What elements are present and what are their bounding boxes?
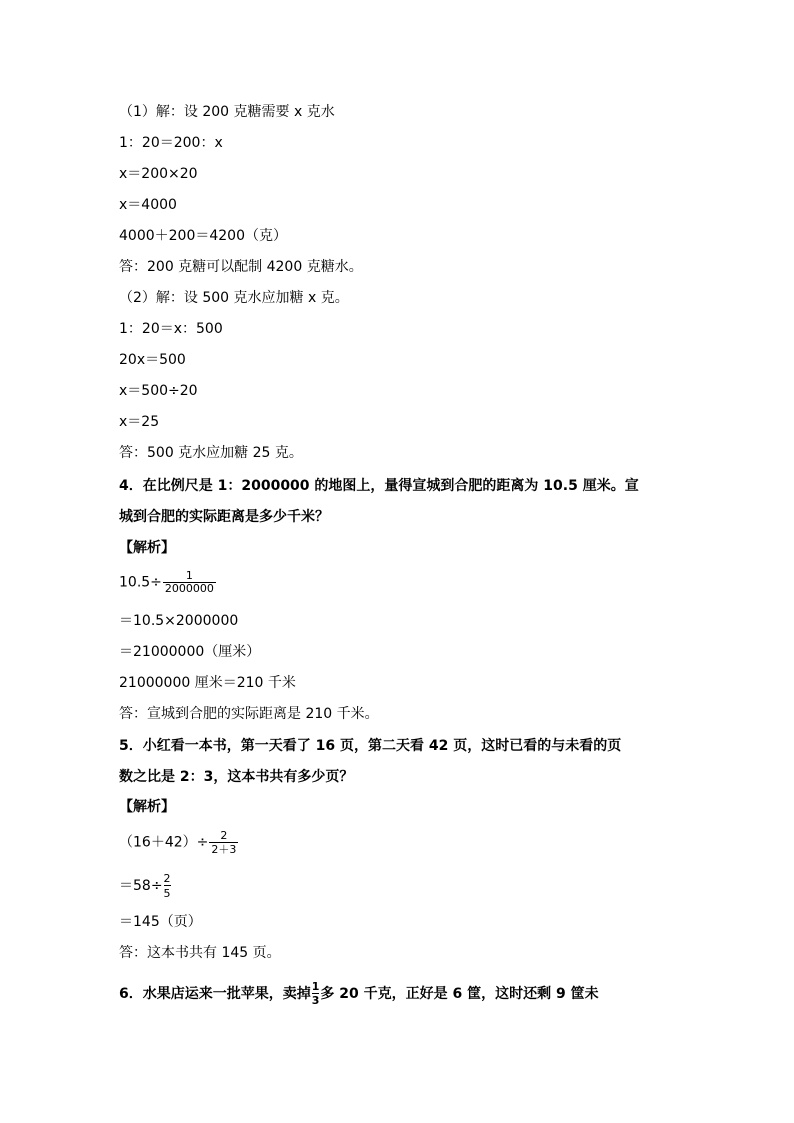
q5-step-1 (119, 829, 239, 856)
q5-question-line-1: 5．小红看一本书，第一天看了 16 页，第二天看 42 页，这时已看的与未看的页 (119, 738, 622, 754)
fraction-denominator: 5 (163, 887, 171, 900)
q5-step-3: ＝145（页） (119, 914, 202, 930)
fraction-numerator: 2 (163, 872, 171, 885)
fraction-denominator: 3 (311, 994, 320, 1007)
part1-equation-1: 1：20＝200：x (119, 135, 223, 151)
fraction-numerator: 2 (220, 829, 228, 842)
part2-equation-1: 1：20＝x：500 (119, 321, 223, 337)
q4-question-line-2: 城到合肥的实际距离是多少千米？ (119, 509, 329, 525)
q6-fraction (312, 981, 320, 1007)
q6-question-suffix: 多 20 千克，正好是 6 筐，这时还剩 9 筐未 (320, 986, 599, 1002)
fraction-numerator: 1 (311, 980, 320, 993)
q4-question-line-1: 4．在比例尺是 1：2000000 的地图上，量得宣城到合肥的距离为 10.5 厘米。宣 (119, 478, 639, 494)
q4-step-1-prefix: 10.5÷ (119, 574, 162, 591)
part2-heading: （2）解：设 500 克水应加糖 x 克。 (119, 290, 349, 306)
q5-step-2 (119, 872, 172, 900)
q4-step-1 (119, 570, 217, 595)
q4-step-2: ＝10.5×2000000 (119, 613, 239, 629)
q4-step-1-fraction (163, 570, 216, 595)
q5-question-line-2: 数之比是 2：3，这本书共有多少页？ (119, 769, 354, 785)
part1-answer: 答：200 克糖可以配制 4200 克糖水。 (119, 259, 363, 275)
fraction-denominator: 2＋3 (211, 843, 237, 856)
q5-step-1-prefix: （16＋42）÷ (119, 834, 209, 851)
fraction-numerator: 1 (185, 569, 193, 582)
q4-step-4: 21000000 厘米＝210 千米 (119, 675, 296, 691)
q5-step-2-fraction (164, 872, 171, 900)
q4-answer: 答：宣城到合肥的实际距离是 210 千米。 (119, 706, 379, 722)
q5-step-2-prefix: ＝58÷ (119, 878, 163, 894)
q5-answer: 答：这本书共有 145 页。 (119, 945, 281, 961)
part2-answer: 答：500 克水应加糖 25 克。 (119, 445, 303, 461)
part1-equation-2: x＝200×20 (119, 166, 198, 182)
q6-question-prefix: 6．水果店运来一批苹果，卖掉 (119, 986, 311, 1002)
q6-question-line-1 (119, 981, 599, 1007)
q5-step-1-fraction (209, 829, 238, 856)
q4-analysis-label: 【解析】 (119, 540, 175, 556)
part2-equation-4: x＝25 (119, 414, 160, 430)
part2-equation-3: x＝500÷20 (119, 383, 198, 399)
q4-step-3: ＝21000000（厘米） (119, 644, 261, 660)
fraction-denominator: 2000000 (164, 582, 214, 595)
q5-analysis-label: 【解析】 (119, 799, 175, 815)
part2-equation-2: 20x＝500 (119, 352, 186, 368)
part1-heading: （1）解：设 200 克糖需要 x 克水 (119, 104, 335, 120)
part1-equation-3: x＝4000 (119, 197, 177, 213)
part1-equation-4: 4000＋200＝4200（克） (119, 228, 287, 244)
